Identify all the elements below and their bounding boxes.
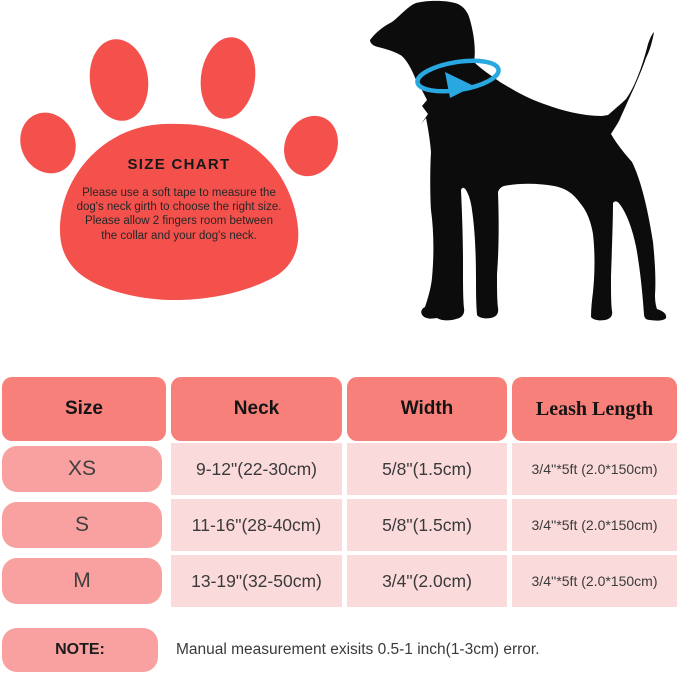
neck-value: 11-16"(28-40cm): [171, 499, 342, 551]
size-badge: S: [2, 502, 162, 548]
paw-toe-icon: [196, 34, 261, 123]
table-header-row: [2, 377, 677, 441]
leash-value: 3/4''*5ft (2.0*150cm): [512, 499, 677, 551]
instruction-line: dog's neck girth to choose the right size.: [76, 201, 282, 214]
header-leash-length: Leash Length: [512, 377, 677, 441]
instruction-line: Please use a soft tape to measure the: [82, 187, 276, 199]
table-row: [2, 443, 677, 495]
header-size: Size: [2, 377, 166, 441]
note-row: [2, 628, 677, 672]
instruction-line: Please allow 2 fingers room between: [85, 215, 273, 228]
note-text: Manual measurement exisits 0.5-1 inch(1-3cm) error.: [176, 641, 540, 658]
neck-value: 13-19"(32-50cm): [171, 555, 342, 607]
size-chart-title: SIZE CHART: [127, 156, 231, 173]
table-row: [2, 499, 677, 551]
header-neck: Neck: [171, 377, 342, 441]
width-value: 3/4"(2.0cm): [347, 555, 507, 607]
size-badge: M: [2, 558, 162, 604]
paw-toe-icon: [85, 35, 154, 124]
leash-value: 3/4''*5ft (2.0*150cm): [512, 555, 677, 607]
neck-value: 9-12"(22-30cm): [171, 443, 342, 495]
table-row: [2, 555, 677, 607]
dog-silhouette: [358, 0, 678, 330]
note-badge: NOTE:: [2, 628, 158, 672]
width-value: 5/8"(1.5cm): [347, 443, 507, 495]
leash-value: 3/4''*5ft (2.0*150cm): [512, 443, 677, 495]
instruction-line: the collar and your dog's neck.: [101, 229, 257, 242]
size-badge: XS: [2, 446, 162, 492]
width-value: 5/8"(1.5cm): [347, 499, 507, 551]
header-width: Width: [347, 377, 507, 441]
size-chart-instructions: [70, 156, 288, 243]
